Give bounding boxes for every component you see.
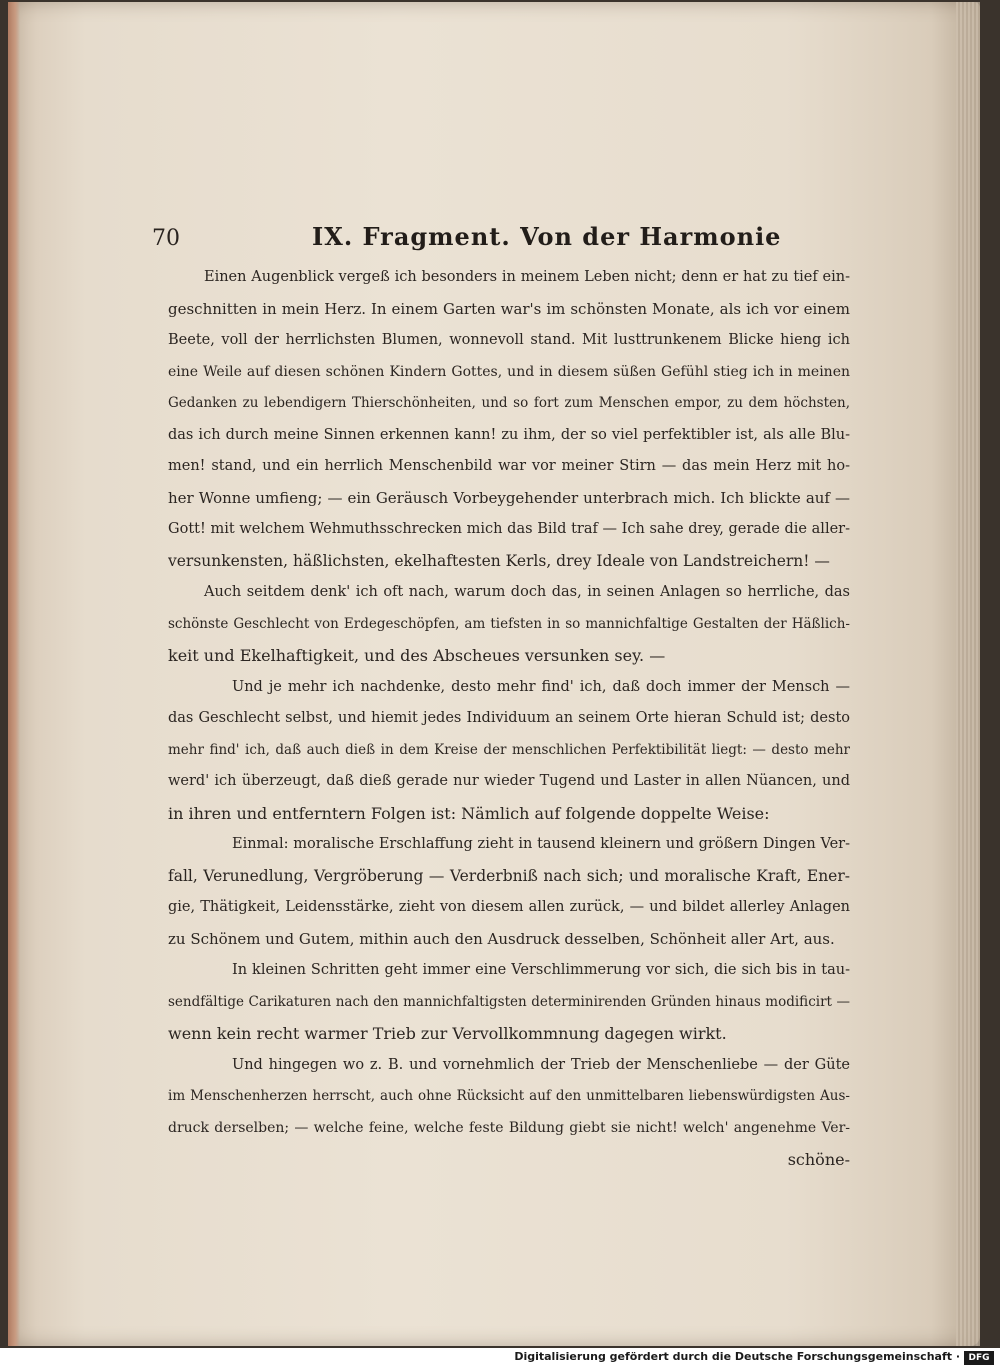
text-line: wenn kein recht warmer Trieb zur Vervollkommnung dagegen wirkt. — [168, 1024, 727, 1043]
text-line: sendfältige Carikaturen nach den mannichfaltigsten determinirenden Gründen hinaus modificirt — — [168, 993, 850, 1010]
body-text — [168, 262, 850, 1176]
text-line: Gott! mit welchem Wehmuthsschrecken mich das Bild traf — Ich sahe drey, gerade die aller- — [168, 521, 850, 537]
text-line: schönste Geschlecht von Erdegeschöpfen, am tiefsten in so mannichfaltige Gestalten der Häßlich- — [168, 615, 850, 632]
text-line: Gedanken zu lebendigern Thierschönheiten, und so fort zum Menschen empor, zu dem höchsten, — [168, 395, 850, 411]
page-left-edge — [8, 2, 20, 1346]
text-line: schöne- — [787, 1150, 850, 1169]
text-line: Und hingegen wo z. B. und vornehmlich der Trieb der Menschenliebe — der Güte — [232, 1056, 850, 1073]
text-line: fall, Verunedlung, Vergröberung — Verderbniß nach sich; und moralische Kraft, Ener- — [168, 866, 850, 885]
text-line: druck derselben; — welche feine, welche feste Bildung giebt sie nicht! welch' angenehme Ver- — [168, 1119, 850, 1136]
running-header: IX. Fragment. Von der Harmonie — [312, 222, 782, 251]
text-line: Einen Augenblick vergeß ich besonders in meinem Leben nicht; denn er hat zu tief ein- — [204, 269, 850, 285]
text-line: zu Schönem und Gutem, mithin auch den Ausdruck desselben, Schönheit aller Art, aus. — [168, 929, 835, 948]
text-line: her Wonne umfieng; — ein Geräusch Vorbeygehender unterbrach mich. Ich blickte auf — — [168, 488, 850, 507]
text-line: In kleinen Schritten geht immer eine Verschlimmerung vor sich, die sich bis in tau- — [232, 962, 850, 978]
text-line: das Geschlecht selbst, und hiemit jedes Individuum an seinem Orte hieran Schuld ist; desto — [168, 710, 850, 726]
text-line: das ich durch meine Sinnen erkennen kann! zu ihm, der so viel perfektibler ist, als alle Blu- — [168, 426, 850, 443]
text-line: Beete, voll der herrlichsten Blumen, wonnevoll stand. Mit lusttrunkenem Blicke hieng ich — [168, 332, 850, 348]
text-line: versunkensten, häßlichsten, ekelhaftesten Kerls, drey Ideale von Landstreichern! — — [168, 551, 830, 570]
footer-bar — [0, 1348, 1000, 1368]
text-line: keit und Ekelhaftigkeit, und des Abscheues versunken sey. — — [168, 646, 666, 665]
text-line: geschnitten in mein Herz. In einem Garten war's im schönsten Monate, als ich vor einem — [168, 299, 850, 318]
footer-credit: Digitalisierung gefördert durch die Deutsche Forschungsgemeinschaft · — [514, 1350, 960, 1363]
text-line: Auch seitdem denk' ich oft nach, warum doch das, in seinen Anlagen so herrliche, das — [204, 584, 850, 600]
text-line: Und je mehr ich nachdenke, desto mehr find' ich, daß doch immer der Mensch — — [232, 678, 850, 695]
text-line: gie, Thätigkeit, Leidensstärke, zieht von diesem allen zurück, — und bildet allerley Anlagen — [168, 899, 850, 915]
text-line: eine Weile auf diesen schönen Kindern Gottes, und in diesem süßen Gefühl stieg ich in meinen — [168, 363, 850, 380]
page-right-edge — [956, 2, 980, 1346]
text-line: men! stand, und ein herrlich Menschenbild war vor meiner Stirn — das mein Herz mit ho- — [168, 458, 850, 474]
text-line: Einmal: moralische Erschlaffung zieht in tausend kleinern und größern Dingen Ver- — [232, 836, 850, 852]
text-line: mehr find' ich, daß auch dieß in dem Kreise der menschlichen Perfektibilität liegt: — desto mehr — [168, 741, 850, 758]
text-line: in ihren und entferntern Folgen ist: Nämlich auf folgende doppelte Weise: — [168, 803, 770, 823]
text-line: werd' ich überzeugt, daß dieß gerade nur wieder Tugend und Laster in allen Nüancen, und — [168, 773, 850, 789]
dfg-logo: DFG — [964, 1351, 994, 1365]
text-line: im Menschenherzen herrscht, auch ohne Rücksicht auf den unmittelbaren liebenswürdigsten Aus- — [168, 1088, 850, 1104]
page-number: 70 — [152, 226, 180, 251]
